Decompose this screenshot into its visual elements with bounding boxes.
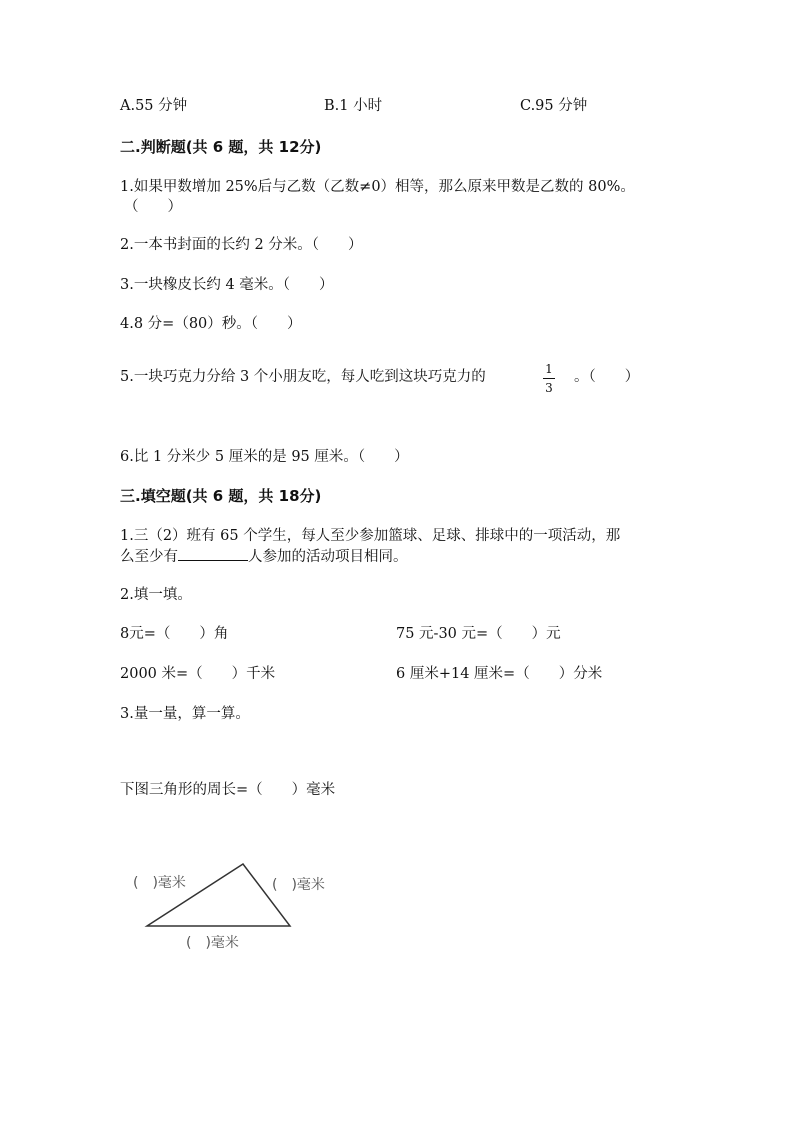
choice-a: A.55 分钟 [120, 98, 188, 114]
answer-blank [178, 546, 248, 561]
fraction-one-third [543, 362, 555, 395]
fill-q1-pre: 么至少有 [120, 549, 178, 565]
fill-q1-line2 [120, 546, 408, 567]
judge-q4: 4.8 分=（80）秒。（ ） [120, 316, 302, 332]
fill-q2-b: 75 元-30 元=（ ）元 [396, 626, 561, 642]
fraction-numerator: 1 [545, 362, 553, 376]
judge-q3: 3.一块橡皮长约 4 毫米。（ ） [120, 277, 334, 293]
triangle-bottom-side-label: ( )毫米 [186, 935, 239, 951]
fill-q3-title: 3.量一量，算一算。 [120, 706, 250, 722]
fraction-denominator: 3 [545, 381, 553, 395]
judge-q1-line2: （ ） [124, 199, 182, 215]
fill-q1-post: 人参加的活动项目相同。 [248, 549, 408, 565]
fill-q3-prompt: 下图三角形的周长=（ ）毫米 [120, 782, 336, 798]
choice-b: B.1 小时 [324, 98, 383, 114]
judge-q1-line1: 1.如果甲数增加 25%后与乙数（乙数≠0）相等，那么原来甲数是乙数的 80%。 [120, 179, 635, 195]
section-3-title: 三.填空题(共 6 题，共 18分) [120, 487, 322, 505]
fill-q1-line1: 1.三（2）班有 65 个学生，每人至少参加篮球、足球、排球中的一项活动，那 [120, 528, 621, 544]
triangle-right-side-label: ( )毫米 [272, 877, 325, 893]
triangle-left-side-label: ( )毫米 [133, 875, 186, 891]
fill-q2-c: 2000 米=（ ）千米 [120, 666, 276, 682]
fraction-bar [543, 378, 555, 379]
section-2-title: 二.判断题(共 6 题，共 12分) [120, 138, 322, 156]
fill-q2-d: 6 厘米+14 厘米=（ ）分米 [396, 666, 603, 682]
judge-q5-text: 5.一块巧克力分给 3 个小朋友吃，每人吃到这块巧克力的 [120, 369, 486, 385]
choice-c: C.95 分钟 [520, 98, 588, 114]
judge-q6: 6.比 1 分米少 5 厘米的是 95 厘米。（ ） [120, 449, 409, 465]
judge-q5-tail: 。（ ） [574, 369, 640, 385]
fill-q2-a: 8元=（ ）角 [120, 626, 229, 642]
judge-q2: 2.一本书封面的长约 2 分米。（ ） [120, 237, 363, 253]
fill-q2-title: 2.填一填。 [120, 587, 192, 603]
